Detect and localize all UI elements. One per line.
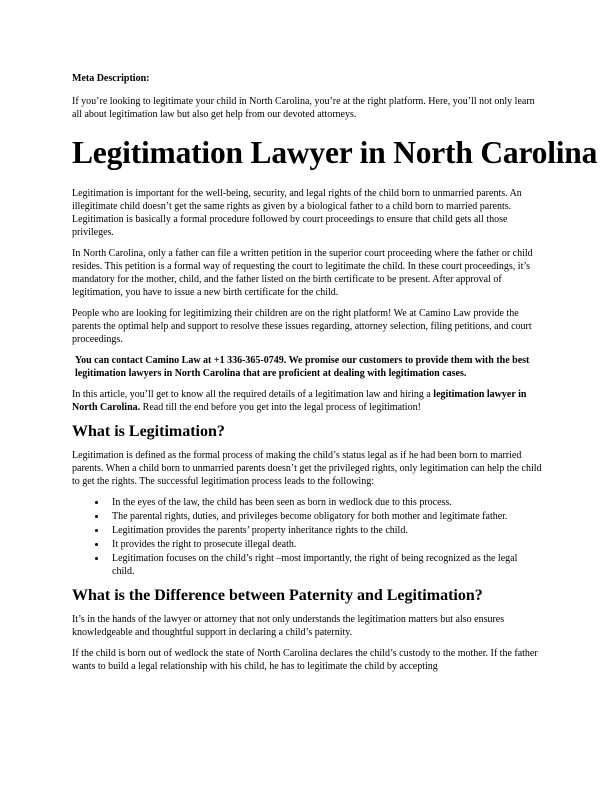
intro-paragraph-2: In North Carolina, only a father can file a written petition in the superior court proceeding where the father or child resides. This petition is a formal way of requesting the court to legitimate the child. In these court proceedings, it’s mandatory for the mother, child, and the father listed on the birth certificate to be present. After approval of legitimation, you have to issue a new birth certificate for the child.: [72, 248, 533, 298]
list-item: • The parental rights, duties, and privileges become obligatory for both mother and legitimate father.: [107, 510, 542, 523]
intro-paragraph-1: Legitimation is important for the well-being, security, and legal rights of the child born to unmarried parents. An illegitimate child doesn’t get the same rights as given by a biological father to a child born to married parents. Legitimation is basically a formal procedure followed by court proceedings to ensure that child gets all those privileges.: [72, 188, 522, 238]
contact-paragraph: You can contact Camino Law at +1 336-365-0749. We promise our customers to provide them with the best legitimation lawyers in North Carolina that are proficient at dealing with legitimation cases.: [75, 355, 530, 379]
list-item: • In the eyes of the law, the child has been seen as born in wedlock due to this process.: [107, 496, 542, 509]
legitimation-bullet-list: [72, 496, 542, 578]
meta-description-label: Meta Description:: [72, 73, 150, 84]
section-heading-paternity-vs-legitimation: What is the Difference between Paternity and Legitimation?: [72, 587, 483, 604]
list-item: • It provides the right to prosecute illegal death.: [107, 538, 542, 551]
meta-description-text: If you’re looking to legitimate your child in North Carolina, you’re at the right platform. Here, you’ll not only learn all about legitimation law but also get help from our devoted attorneys.: [72, 96, 535, 120]
section2-paragraph-1: It’s in the hands of the lawyer or attorney that not only understands the legitimation matters but also ensures knowledgeable and thoughtful support in declaring a child’s paternity.: [72, 614, 505, 638]
section1-paragraph: Legitimation is defined as the formal process of making the child’s status legal as if he had been born to married parents. When a child born to unmarried parents doesn’t get the privileged rights, only legitimation can help the child to get the rights. The successful legitimation process leads to the following:: [72, 450, 542, 487]
intro-paragraph-3: People who are looking for legitimizing their children are on the right platform! We at Camino Law provide the parents the optimal help and support to resolve these issues regarding, attorney selection, filing petitions, and court proceedings.: [72, 308, 532, 345]
intro-paragraph-4-start: In this article, you’ll get to know all the required details of a legitimation law and hiring a: [72, 389, 434, 400]
section2-paragraph-2: If the child is born out of wedlock the state of North Carolina declares the child’s custody to the mother. If the father wants to build a legal relationship with his child, he has to legitimate the child by accepting: [72, 648, 538, 672]
list-item: • Legitimation provides the parents’ property inheritance rights to the child.: [107, 524, 542, 537]
intro-paragraph-4-bold: legitimation lawyer in North Carolina.: [72, 389, 527, 413]
section-heading-what-is-legitimation: What is Legitimation?: [72, 423, 225, 440]
page-title: Legitimation Lawyer in North Carolina: [72, 135, 598, 170]
list-item: • Legitimation focuses on the child’s right –most importantly, the right of being recognized as the legal child.: [107, 552, 542, 578]
intro-paragraph-4: [72, 388, 542, 414]
document-page: [72, 68, 598, 681]
intro-paragraph-4-end: Read till the end before you get into the legal process of legitimation!: [140, 402, 421, 413]
